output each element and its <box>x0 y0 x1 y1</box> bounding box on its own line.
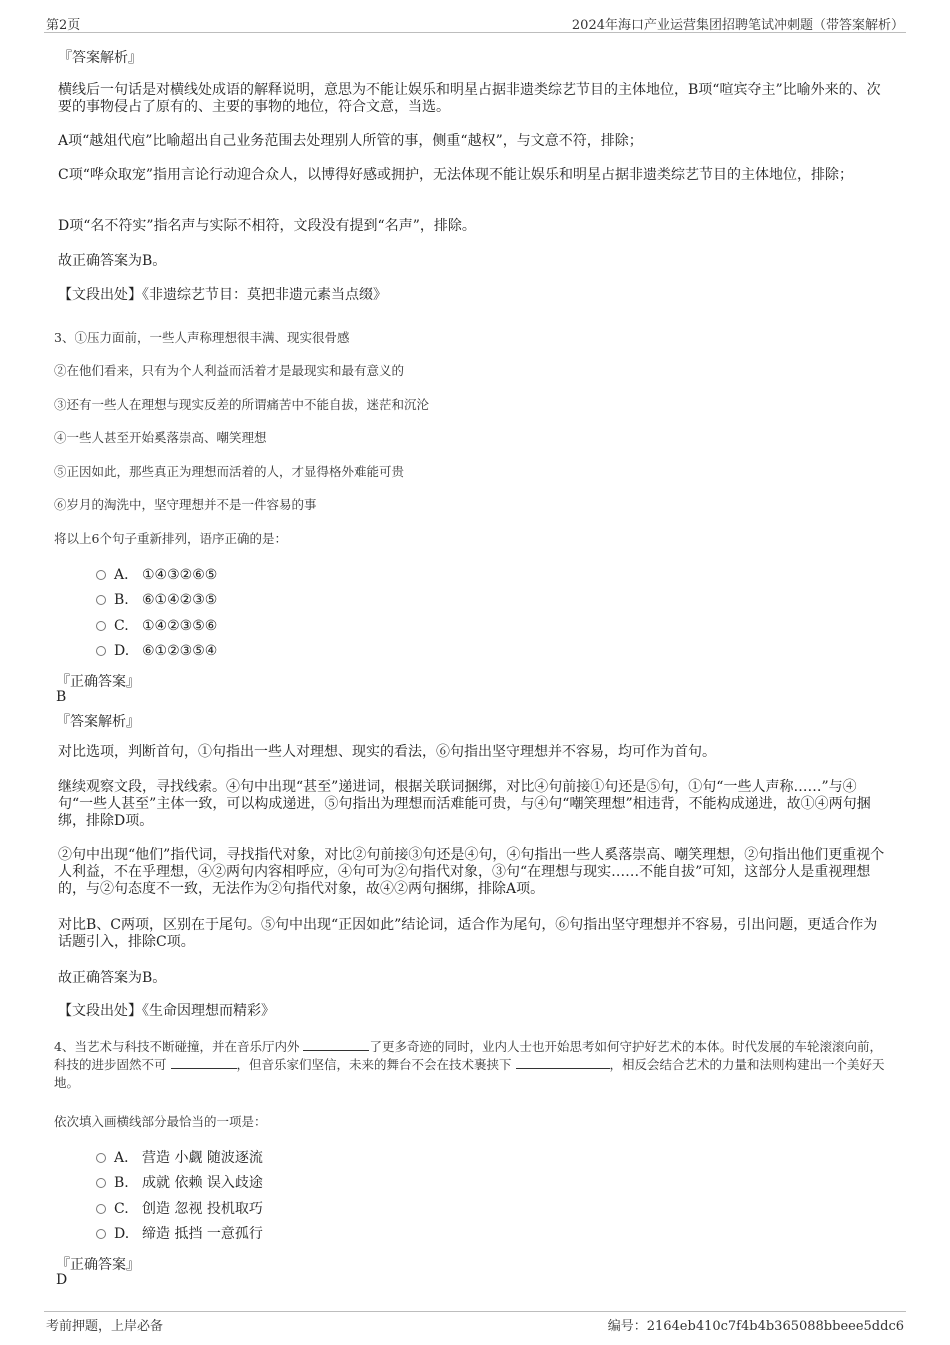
question-stem: 4、当艺术与科技不断碰撞，并在音乐厅内外 了更多奇迹的同时，业内人士也开始思考如何守护好艺术的本体。时代发展的车轮滚滚向前，科技的进步固然不可 ，但音乐家们坚信，未来的舞台不会在技术裹挟下 ，相反会结合艺术的力量和法则构建出一个美好天地。 <box>54 1039 885 1090</box>
footer-slogan: 考前押题，上岸必备 <box>46 1319 164 1334</box>
option-b[interactable]: B. 成就 依赖 误入歧途 <box>96 1174 263 1192</box>
analysis-conclusion: 故正确答案为B。 <box>58 253 167 269</box>
question-line: ③还有一些人在理想与现实反差的所谓痛苦中不能自拔，迷茫和沉沦 <box>54 397 430 412</box>
option-a[interactable]: A． ①④③②⑥⑤ <box>96 566 217 584</box>
radio-icon[interactable] <box>96 1153 106 1163</box>
analysis-paragraph: ②句中出现“他们”指代词，寻找指代对象，对比②句前接③句还是④句，④句指出一些人奚落崇高、嘲笑理想，②句指出他们更重视个人利益，不在乎理想，④②两句内容相呼应，④句可为②句指代对象，③句“在理想与现实……不能自拔”可知，这部分人是重视理想的，与②句态度不一致，无法作为②句指代对象，故④②两句捆绑，排除A项。 <box>58 847 885 897</box>
analysis-conclusion: 故正确答案为B。 <box>58 970 167 986</box>
correct-answer-label: 『正确答案』 <box>56 674 140 690</box>
correct-answer: D <box>56 1272 68 1288</box>
analysis-label: 『答案解析』 <box>56 714 140 730</box>
question-line: ⑥岁月的淘洗中，坚守理想并不是一件容易的事 <box>54 497 317 512</box>
radio-icon[interactable] <box>96 595 106 605</box>
page-number: 第2页 <box>46 18 81 33</box>
analysis-paragraph: 对比选项，判断首句，①句指出一些人对理想、现实的看法，⑥句指出坚守理想并不容易，均可作为首句。 <box>58 744 716 760</box>
question-line: 3、①压力面前，一些人声称理想很丰满、现实很骨感 <box>54 330 350 345</box>
question-line: ⑤正因如此，那些真正为理想而活着的人，才显得格外难能可贵 <box>54 464 405 479</box>
correct-answer: B <box>56 689 67 705</box>
analysis-paragraph: 横线后一句话是对横线处成语的解释说明，意思为不能让娱乐和明星占据非遗类综艺节目的主体地位，B项“喧宾夺主”比喻外来的、次要的事物侵占了原有的、主要的事物的地位，符合文意，当选。 <box>58 82 881 115</box>
question-prompt: 依次填入画横线部分最恰当的一项是： <box>54 1114 267 1129</box>
radio-icon[interactable] <box>96 570 106 580</box>
radio-icon[interactable] <box>96 1204 106 1214</box>
question-line: ④一些人甚至开始奚落崇高、嘲笑理想 <box>54 430 267 445</box>
radio-icon[interactable] <box>96 1229 106 1239</box>
blank-line <box>171 1056 237 1069</box>
option-d[interactable]: D. 缔造 抵挡 一意孤行 <box>96 1225 263 1243</box>
correct-answer-label: 『正确答案』 <box>56 1257 140 1273</box>
option-d[interactable]: D. ⑥①②③⑤④ <box>96 642 217 660</box>
question-line: ②在他们看来，只有为个人利益而活着才是最现实和最有意义的 <box>54 363 405 378</box>
radio-icon[interactable] <box>96 646 106 656</box>
page-footer <box>44 1311 906 1336</box>
option-c[interactable]: C. ①④②③⑤⑥ <box>96 617 217 635</box>
option-b[interactable]: B. ⑥①④②③⑤ <box>96 591 217 609</box>
source-citation: 【文段出处】《非遗综艺节目：莫把非遗元素当点缀》 <box>58 287 387 303</box>
analysis-label: 『答案解析』 <box>58 50 142 66</box>
question-prompt: 将以上6个句子重新排列，语序正确的是： <box>54 531 287 546</box>
analysis-paragraph: 继续观察文段，寻找线索。④句中出现“甚至”递进词，根据关联词捆绑，对比④句前接①句还是⑤句，①句“一些人声称……”与④句“一些人甚至”主体一致，可以构成递进，⑤句指出为理想而活难能可贵，与④句“嘲笑理想”相违背，不能构成递进，故①④两句捆绑，排除D项。 <box>58 779 871 829</box>
source-citation: 【文段出处】《生命因理想而精彩》 <box>58 1003 275 1019</box>
page-header <box>44 12 906 33</box>
radio-icon[interactable] <box>96 621 106 631</box>
document-id: 编号：2164eb410c7f4b4b365088bbeee5ddc6 <box>607 1319 904 1334</box>
option-a[interactable]: A． 营造 小觑 随波逐流 <box>96 1149 263 1167</box>
blank-line <box>303 1038 369 1051</box>
blank-line <box>516 1056 610 1069</box>
radio-icon[interactable] <box>96 1178 106 1188</box>
analysis-paragraph: C项“哗众取宠”指用言论行动迎合众人，以博得好感或拥护，无法体现不能让娱乐和明星占据非遗类综艺节目的主体地位，排除； <box>58 167 854 183</box>
option-c[interactable]: C. 创造 忽视 投机取巧 <box>96 1200 263 1218</box>
analysis-paragraph: A项“越俎代庖”比喻超出自己业务范围去处理别人所管的事，侧重“越权”，与文意不符，排除； <box>58 133 643 149</box>
analysis-paragraph: D项“名不符实”指名声与实际不相符，文段没有提到“名声”，排除。 <box>58 218 476 234</box>
document-title: 2024年海口产业运营集团招聘笔试冲刺题（带答案解析） <box>571 18 904 33</box>
analysis-paragraph: 对比B、C两项，区别在于尾句。⑤句中出现“正因如此”结论词，适合作为尾句，⑥句指出坚守理想并不容易，引出问题，更适合作为话题引入，排除C项。 <box>58 917 878 950</box>
